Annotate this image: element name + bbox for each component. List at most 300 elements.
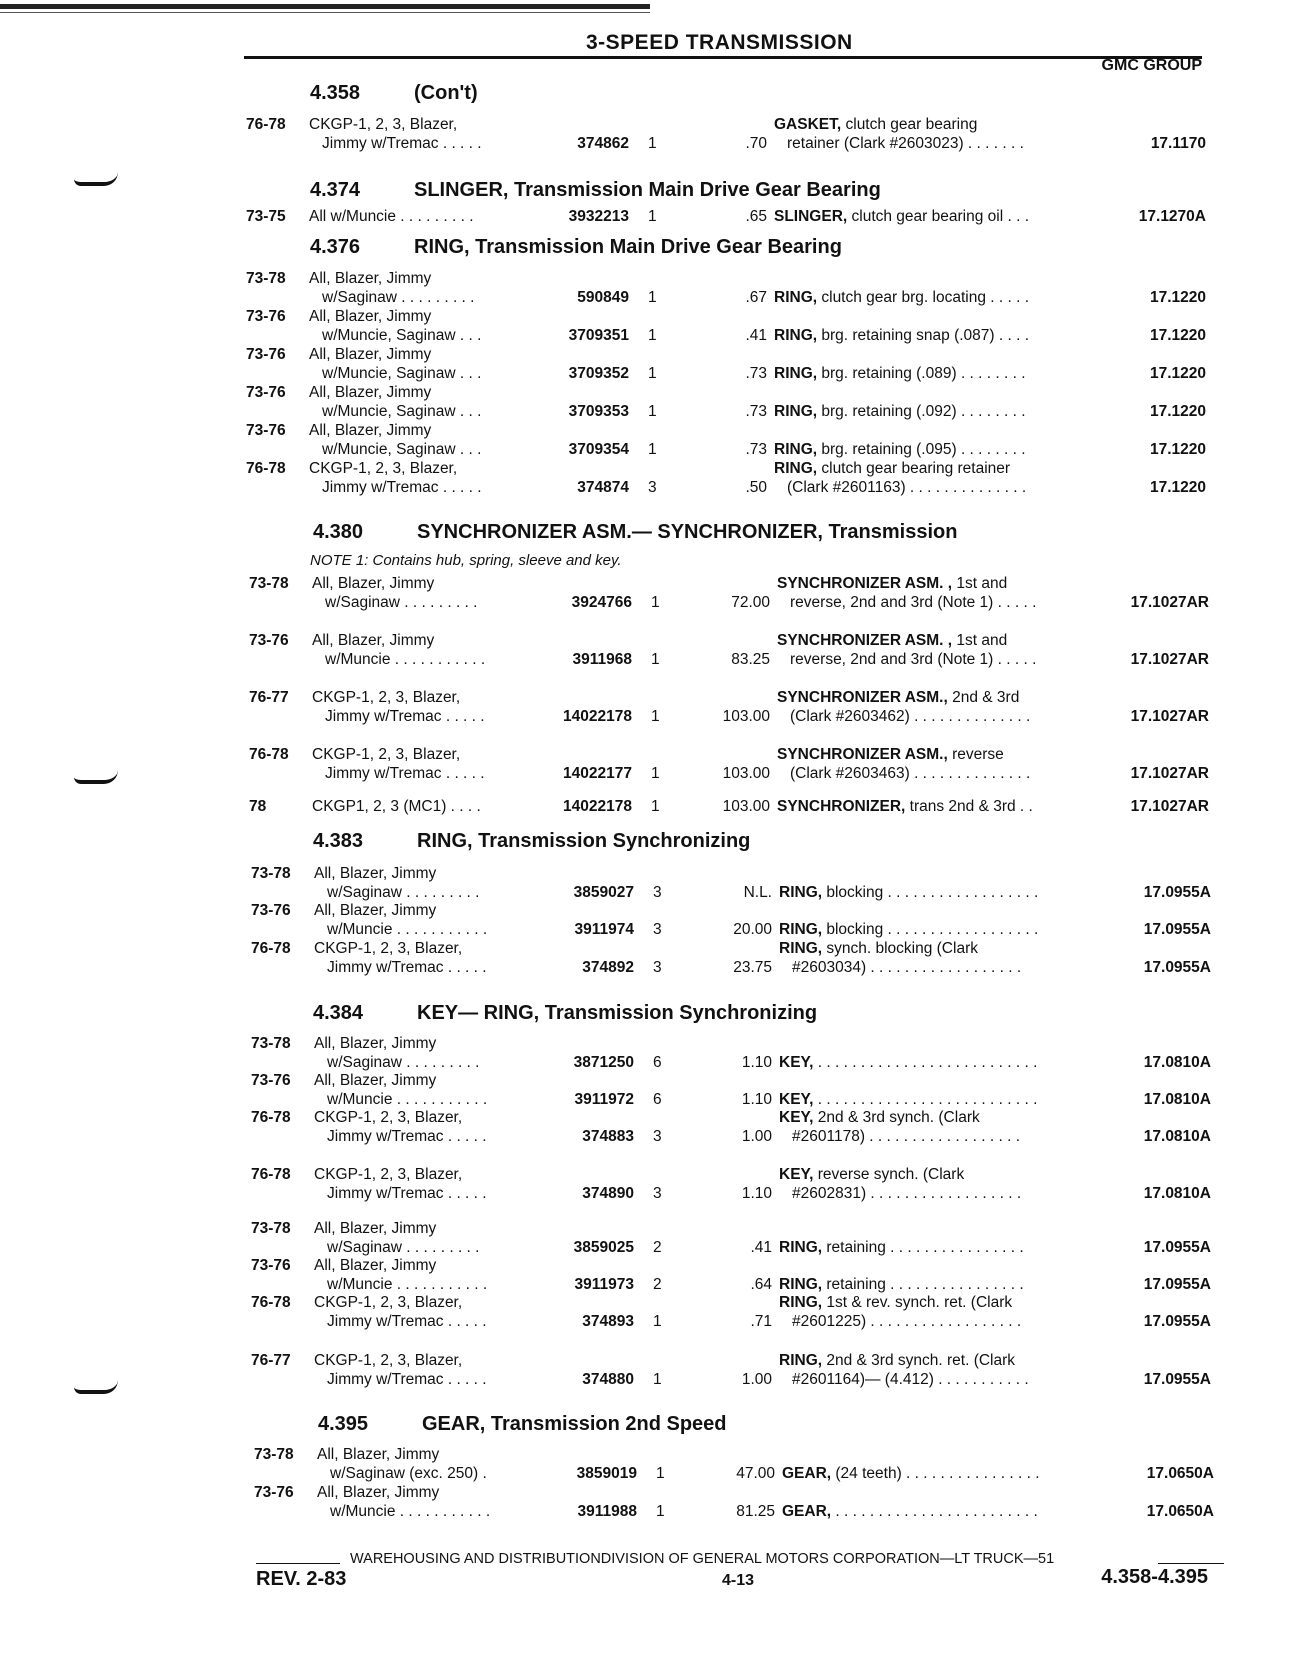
parts-entry: [0, 1109, 1309, 1153]
quantity: 1: [648, 289, 657, 306]
group-number: 17.1220: [1149, 441, 1206, 458]
quantity: 1: [648, 441, 657, 458]
quantity: 3: [653, 884, 662, 901]
part-name: KEY,: [779, 1109, 814, 1126]
description: [777, 575, 1007, 593]
model-years: 73-76: [249, 632, 289, 649]
model-years: 73-76: [251, 1072, 291, 1089]
part-number: 374862: [577, 135, 629, 152]
part-number: 3911972: [574, 1091, 634, 1108]
group-number: 17.0955A: [1143, 1371, 1211, 1388]
group-number: 17.1027AR: [1130, 798, 1209, 815]
application: All, Blazer, Jimmy: [312, 632, 435, 649]
part-name: RING,: [779, 1352, 823, 1369]
application: All, Blazer, Jimmy: [309, 346, 432, 363]
parts-entry: [0, 632, 1309, 676]
application: All, Blazer, Jimmy: [309, 270, 432, 287]
application: All, Blazer, Jimmy: [312, 575, 435, 592]
description-cont: (Clark #2603463) . . . . . . . . . . . . . .: [790, 765, 1031, 782]
part-name: KEY,: [779, 1091, 814, 1108]
part-number: 3871250: [573, 1054, 634, 1071]
description: [782, 1465, 1040, 1483]
price: .50: [745, 479, 767, 496]
application: All, Blazer, Jimmy: [314, 1220, 437, 1237]
part-number: 3859027: [573, 884, 634, 901]
price: 47.00: [736, 1465, 775, 1482]
description: [779, 940, 978, 958]
part-name: SYNCHRONIZER ASM. ,: [777, 575, 953, 592]
part-name: KEY,: [779, 1054, 814, 1071]
description: [774, 441, 1026, 459]
application: CKGP-1, 2, 3, Blazer,: [314, 940, 463, 957]
page-number: 4-13: [722, 1572, 755, 1589]
parts-entry: [0, 116, 1309, 160]
price: 103.00: [722, 708, 770, 725]
application-cont: w/Muncie, Saginaw . . .: [322, 403, 482, 420]
description: [777, 689, 1019, 707]
price: 83.25: [731, 651, 770, 668]
revision: REV. 2-83: [256, 1568, 347, 1590]
section-header: [310, 179, 881, 202]
page-title: 3-SPEED TRANSMISSION: [586, 31, 853, 54]
description-text: reverse: [947, 746, 1004, 763]
model-years: 73-78: [246, 270, 286, 287]
description: [777, 632, 1007, 650]
application-cont: w/Saginaw . . . . . . . . .: [322, 289, 475, 306]
part-name: RING,: [774, 460, 818, 477]
application-cont: w/Muncie . . . . . . . . . . .: [327, 1276, 488, 1293]
price: .41: [745, 327, 767, 344]
description: [774, 460, 1010, 478]
application-cont: Jimmy w/Tremac . . . . .: [325, 708, 485, 725]
model-years: 78: [249, 798, 267, 815]
parts-entry: [0, 1166, 1309, 1210]
application-cont: w/Muncie . . . . . . . . . . .: [327, 1091, 488, 1108]
application-cont: Jimmy w/Tremac . . . . .: [327, 1313, 487, 1330]
parts-entry: [0, 689, 1309, 733]
description: [779, 1166, 964, 1184]
description: [779, 1054, 1037, 1072]
quantity: 1: [648, 135, 657, 152]
group-number: 17.1027AR: [1130, 765, 1209, 782]
application: All, Blazer, Jimmy: [314, 1257, 437, 1274]
quantity: 1: [651, 594, 660, 611]
application: All, Blazer, Jimmy: [314, 1072, 437, 1089]
section-number: 4.395: [318, 1413, 369, 1435]
application: CKGP-1, 2, 3, Blazer,: [314, 1166, 463, 1183]
section-title: RING, Transmission Synchronizing: [417, 830, 751, 852]
group-number: 17.0955A: [1143, 884, 1211, 901]
part-name: RING,: [774, 327, 818, 344]
price: .73: [745, 403, 767, 420]
top-border: [0, 4, 650, 9]
parts-entry: [0, 208, 1309, 252]
model-years: 76-78: [246, 460, 286, 477]
description-text: trans 2nd & 3rd . .: [905, 798, 1033, 815]
part-number: 374890: [582, 1185, 634, 1202]
group-number: 17.1220: [1149, 289, 1206, 306]
section-number: 4.358: [310, 82, 361, 104]
model-years: 76-78: [251, 1109, 291, 1126]
price: 20.00: [733, 921, 772, 938]
application: CKGP1, 2, 3 (MC1) . . . .: [312, 798, 481, 815]
model-years: 73-76: [251, 902, 291, 919]
description: [774, 403, 1026, 421]
section-title: KEY— RING, Transmission Synchronizing: [417, 1002, 818, 1024]
parts-entry: [0, 940, 1309, 984]
part-number: 374883: [582, 1128, 634, 1145]
description-cont: #2602831) . . . . . . . . . . . . . . . . . .: [792, 1185, 1022, 1202]
model-years: 73-78: [254, 1446, 294, 1463]
part-number: 3911973: [574, 1276, 634, 1293]
description-text: blocking . . . . . . . . . . . . . . . . . .: [822, 921, 1039, 938]
price: 81.25: [736, 1503, 775, 1520]
parts-entry: [0, 798, 1309, 842]
section-number: 4.376: [310, 236, 361, 258]
model-years: 76-78: [251, 940, 291, 957]
group-number: 17.1027AR: [1130, 651, 1209, 668]
price: .65: [745, 208, 767, 225]
price: .64: [750, 1276, 772, 1293]
section-header: [313, 521, 957, 544]
footer-rule-right: [1158, 1563, 1224, 1564]
application: CKGP-1, 2, 3, Blazer,: [312, 689, 461, 706]
description: [782, 1503, 1038, 1521]
price: .70: [745, 135, 767, 152]
quantity: 1: [653, 1371, 662, 1388]
section-note: NOTE 1: Contains hub, spring, sleeve and key.: [310, 552, 622, 569]
model-years: 73-76: [251, 1257, 291, 1274]
description-text: retaining . . . . . . . . . . . . . . . .: [822, 1276, 1024, 1293]
quantity: 1: [648, 327, 657, 344]
description-cont: #2601178) . . . . . . . . . . . . . . . . . .: [792, 1128, 1021, 1145]
section-title: GEAR, Transmission 2nd Speed: [422, 1413, 727, 1435]
quantity: 1: [656, 1503, 665, 1520]
quantity: 1: [648, 365, 657, 382]
model-years: 73-75: [246, 208, 286, 225]
quantity: 1: [651, 765, 660, 782]
description-cont: (Clark #2601163) . . . . . . . . . . . . . .: [787, 479, 1027, 496]
part-number: 14022177: [563, 765, 632, 782]
group-label: GMC GROUP: [1101, 57, 1202, 74]
application-cont: Jimmy w/Tremac . . . . .: [327, 1128, 487, 1145]
group-number: 17.0955A: [1143, 959, 1211, 976]
part-name: SYNCHRONIZER ASM.,: [777, 689, 948, 706]
application-cont: Jimmy w/Tremac . . . . .: [322, 479, 482, 496]
application-cont: w/Muncie . . . . . . . . . . .: [325, 651, 486, 668]
part-name: RING,: [774, 289, 818, 306]
quantity: 1: [653, 1313, 662, 1330]
group-number: 17.1027AR: [1130, 708, 1209, 725]
model-years: 73-78: [251, 865, 291, 882]
group-number: 17.0810A: [1143, 1091, 1211, 1108]
part-name: GASKET,: [774, 116, 842, 133]
quantity: 3: [653, 959, 662, 976]
quantity: 1: [648, 208, 657, 225]
price: 103.00: [722, 765, 770, 782]
description-cont: reverse, 2nd and 3rd (Note 1) . . . . .: [790, 594, 1037, 611]
description: [779, 884, 1038, 902]
application-cont: Jimmy w/Tremac . . . . .: [327, 1371, 487, 1388]
part-number: 3709351: [568, 327, 629, 344]
part-name: KEY,: [779, 1166, 814, 1183]
price: .71: [750, 1313, 772, 1330]
parts-entry: [0, 1484, 1309, 1528]
price: .41: [750, 1239, 772, 1256]
model-years: 76-78: [251, 1294, 291, 1311]
part-name: RING,: [779, 1239, 823, 1256]
group-number: 17.0810A: [1143, 1128, 1211, 1145]
price: 1.00: [741, 1128, 772, 1145]
description: [774, 289, 1029, 307]
description-text: 2nd & 3rd synch. ret. (Clark: [822, 1352, 1016, 1369]
application: All, Blazer, Jimmy: [309, 422, 432, 439]
part-number: 3709352: [568, 365, 629, 382]
application-cont: w/Saginaw . . . . . . . . .: [327, 884, 480, 901]
part-number: 14022178: [563, 708, 632, 725]
description-text: brg. retaining (.092) . . . . . . . .: [817, 403, 1026, 420]
description: [779, 1091, 1037, 1109]
quantity: 3: [653, 921, 662, 938]
group-number: 17.1220: [1149, 403, 1206, 420]
application: CKGP-1, 2, 3, Blazer,: [314, 1352, 463, 1369]
model-years: 73-76: [254, 1484, 294, 1501]
part-name: RING,: [779, 1276, 823, 1293]
part-name: RING,: [779, 1294, 823, 1311]
application: CKGP-1, 2, 3, Blazer,: [314, 1294, 463, 1311]
part-number: 374880: [582, 1371, 634, 1388]
description: [774, 365, 1026, 383]
model-years: 73-76: [246, 308, 286, 325]
group-number: 17.1270A: [1138, 208, 1206, 225]
title-rule: [244, 56, 1202, 59]
application: All, Blazer, Jimmy: [314, 1035, 437, 1052]
model-years: 73-76: [246, 384, 286, 401]
description-text: 2nd & 3rd synch. (Clark: [813, 1109, 980, 1126]
application: All w/Muncie . . . . . . . . .: [309, 208, 474, 225]
part-number: 3932213: [568, 208, 629, 225]
description-text: clutch gear bearing retainer: [817, 460, 1011, 477]
description-text: 1st & rev. synch. ret. (Clark: [822, 1294, 1013, 1311]
application: All, Blazer, Jimmy: [314, 865, 437, 882]
application-cont: Jimmy w/Tremac . . . . .: [327, 959, 487, 976]
model-years: 76-78: [246, 116, 286, 133]
group-number: 17.1220: [1149, 479, 1206, 496]
description-cont: reverse, 2nd and 3rd (Note 1) . . . . .: [790, 651, 1037, 668]
description: [777, 798, 1033, 816]
description: [774, 208, 1029, 226]
application-cont: w/Muncie, Saginaw . . .: [322, 365, 482, 382]
parts-entry: [0, 1294, 1309, 1338]
description-text: 1st and: [952, 575, 1008, 592]
part-name: RING,: [779, 921, 823, 938]
price: 72.00: [731, 594, 770, 611]
part-name: SLINGER,: [774, 208, 848, 225]
description-text: clutch gear bearing: [841, 116, 978, 133]
part-number: 3859019: [576, 1465, 637, 1482]
description-text: . . . . . . . . . . . . . . . . . . . . . . . .: [831, 1503, 1038, 1520]
model-years: 73-76: [246, 346, 286, 363]
section-header: [313, 1002, 817, 1025]
description-cont: #2601225) . . . . . . . . . . . . . . . . . .: [792, 1313, 1022, 1330]
binder-hole-mark: [74, 172, 118, 186]
group-number: 17.1220: [1149, 327, 1206, 344]
description: [779, 1276, 1024, 1294]
application-cont: w/Muncie . . . . . . . . . . .: [330, 1503, 491, 1520]
price: 1.10: [741, 1185, 772, 1202]
part-number: 374892: [582, 959, 634, 976]
description: [777, 746, 1004, 764]
quantity: 2: [653, 1276, 662, 1293]
quantity: 1: [648, 403, 657, 420]
application-cont: w/Saginaw . . . . . . . . .: [325, 594, 478, 611]
part-name: RING,: [779, 940, 823, 957]
section-range: 4.358-4.395: [1101, 1566, 1208, 1588]
parts-entry: [0, 746, 1309, 790]
group-number: 17.0810A: [1143, 1185, 1211, 1202]
group-number: 17.0955A: [1143, 921, 1211, 938]
model-years: 73-78: [251, 1035, 291, 1052]
part-number: 14022178: [563, 798, 632, 815]
application-cont: Jimmy w/Tremac . . . . .: [325, 765, 485, 782]
part-number: 3911968: [572, 651, 632, 668]
description-text: clutch gear brg. locating . . . . .: [817, 289, 1029, 306]
description-text: (24 teeth) . . . . . . . . . . . . . . . .: [831, 1465, 1040, 1482]
part-number: 3709354: [568, 441, 629, 458]
part-name: GEAR,: [782, 1503, 832, 1520]
quantity: 1: [656, 1465, 665, 1482]
model-years: 73-76: [246, 422, 286, 439]
description-text: clutch gear bearing oil . . .: [847, 208, 1029, 225]
price: .73: [745, 441, 767, 458]
description-text: 2nd & 3rd: [947, 689, 1020, 706]
application-cont: w/Muncie, Saginaw . . .: [322, 441, 482, 458]
section-title: SYNCHRONIZER ASM.— SYNCHRONIZER, Transmission: [417, 521, 958, 543]
part-number: 3859025: [573, 1239, 634, 1256]
quantity: 6: [653, 1091, 662, 1108]
group-number: 17.0955A: [1143, 1313, 1211, 1330]
section-title: RING, Transmission Main Drive Gear Bearing: [414, 236, 842, 258]
quantity: 2: [653, 1239, 662, 1256]
application: CKGP-1, 2, 3, Blazer,: [309, 116, 458, 133]
description: [779, 1109, 980, 1127]
description-cont: (Clark #2603462) . . . . . . . . . . . . . .: [790, 708, 1031, 725]
part-number: 590849: [577, 289, 629, 306]
application-cont: w/Saginaw . . . . . . . . .: [327, 1239, 480, 1256]
description-text: synch. blocking (Clark: [822, 940, 978, 957]
footer-text: WAREHOUSING AND DISTRIBUTIONDIVISION OF GENERAL MOTORS CORPORATION—LT TRUCK—51: [350, 1551, 1055, 1567]
part-name: SYNCHRONIZER ASM. ,: [777, 632, 953, 649]
description-text: retaining . . . . . . . . . . . . . . . .: [822, 1239, 1024, 1256]
description-cont: retainer (Clark #2603023) . . . . . . .: [787, 135, 1024, 152]
price: .73: [745, 365, 767, 382]
model-years: 76-77: [249, 689, 289, 706]
part-number: 3924766: [571, 594, 632, 611]
description: [779, 1239, 1024, 1257]
model-years: 76-78: [251, 1166, 291, 1183]
group-number: 17.1220: [1149, 365, 1206, 382]
model-years: 76-78: [249, 746, 289, 763]
group-number: 17.0955A: [1143, 1276, 1211, 1293]
application: All, Blazer, Jimmy: [317, 1484, 440, 1501]
description-text: reverse synch. (Clark: [813, 1166, 965, 1183]
part-number: 3709353: [568, 403, 629, 420]
application: CKGP-1, 2, 3, Blazer,: [312, 746, 461, 763]
parts-entry: [0, 575, 1309, 619]
part-name: RING,: [774, 403, 818, 420]
application: All, Blazer, Jimmy: [317, 1446, 440, 1463]
group-number: 17.0650A: [1146, 1465, 1214, 1482]
application-cont: w/Muncie, Saginaw . . .: [322, 327, 482, 344]
group-number: 17.0955A: [1143, 1239, 1211, 1256]
model-years: 73-78: [251, 1220, 291, 1237]
description: [774, 116, 977, 134]
application: All, Blazer, Jimmy: [314, 902, 437, 919]
group-number: 17.1027AR: [1130, 594, 1209, 611]
quantity: 1: [651, 708, 660, 725]
description-text: brg. retaining (.095) . . . . . . . .: [817, 441, 1026, 458]
description-text: blocking . . . . . . . . . . . . . . . . . .: [822, 884, 1039, 901]
price: 23.75: [733, 959, 772, 976]
quantity: 3: [653, 1185, 662, 1202]
description: [779, 921, 1038, 939]
price: N.L.: [743, 884, 772, 901]
application-cont: Jimmy w/Tremac . . . . .: [327, 1185, 487, 1202]
part-name: RING,: [774, 441, 818, 458]
section-title: (Con't): [414, 82, 478, 104]
footer-rule-left: [256, 1563, 340, 1564]
description-text: . . . . . . . . . . . . . . . . . . . . . . . . . .: [813, 1091, 1038, 1108]
quantity: 1: [651, 651, 660, 668]
section-number: 4.383: [313, 830, 364, 852]
price: 1.10: [741, 1054, 772, 1071]
part-number: 3911988: [577, 1503, 637, 1520]
part-name: RING,: [774, 365, 818, 382]
application: All, Blazer, Jimmy: [309, 308, 432, 325]
model-years: 73-78: [249, 575, 289, 592]
group-number: 17.0810A: [1143, 1054, 1211, 1071]
description: [779, 1352, 1015, 1370]
part-name: RING,: [779, 884, 823, 901]
application: All, Blazer, Jimmy: [309, 384, 432, 401]
quantity: 6: [653, 1054, 662, 1071]
price: 1.10: [741, 1091, 772, 1108]
description-text: . . . . . . . . . . . . . . . . . . . . . . . . . .: [813, 1054, 1038, 1071]
application: CKGP-1, 2, 3, Blazer,: [309, 460, 458, 477]
part-name: GEAR,: [782, 1465, 832, 1482]
description-text: brg. retaining (.089) . . . . . . . .: [817, 365, 1026, 382]
quantity: 3: [648, 479, 657, 496]
description-text: 1st and: [952, 632, 1008, 649]
price: .67: [745, 289, 767, 306]
part-number: 374893: [582, 1313, 634, 1330]
part-number: 3911974: [574, 921, 634, 938]
section-header: [318, 1413, 727, 1436]
section-header: [310, 82, 478, 105]
section-number: 4.384: [313, 1002, 364, 1024]
model-years: 76-77: [251, 1352, 291, 1369]
part-name: SYNCHRONIZER ASM.,: [777, 746, 948, 763]
description-cont: #2603034) . . . . . . . . . . . . . . . . . .: [792, 959, 1022, 976]
application: CKGP-1, 2, 3, Blazer,: [314, 1109, 463, 1126]
quantity: 3: [653, 1128, 662, 1145]
application-cont: w/Muncie . . . . . . . . . . .: [327, 921, 488, 938]
group-number: 17.0650A: [1146, 1503, 1214, 1520]
quantity: 1: [651, 798, 660, 815]
description-cont: #2601164)— (4.412) . . . . . . . . . . .: [792, 1371, 1029, 1388]
description: [779, 1294, 1012, 1312]
section-title: SLINGER, Transmission Main Drive Gear Bearing: [414, 179, 881, 201]
